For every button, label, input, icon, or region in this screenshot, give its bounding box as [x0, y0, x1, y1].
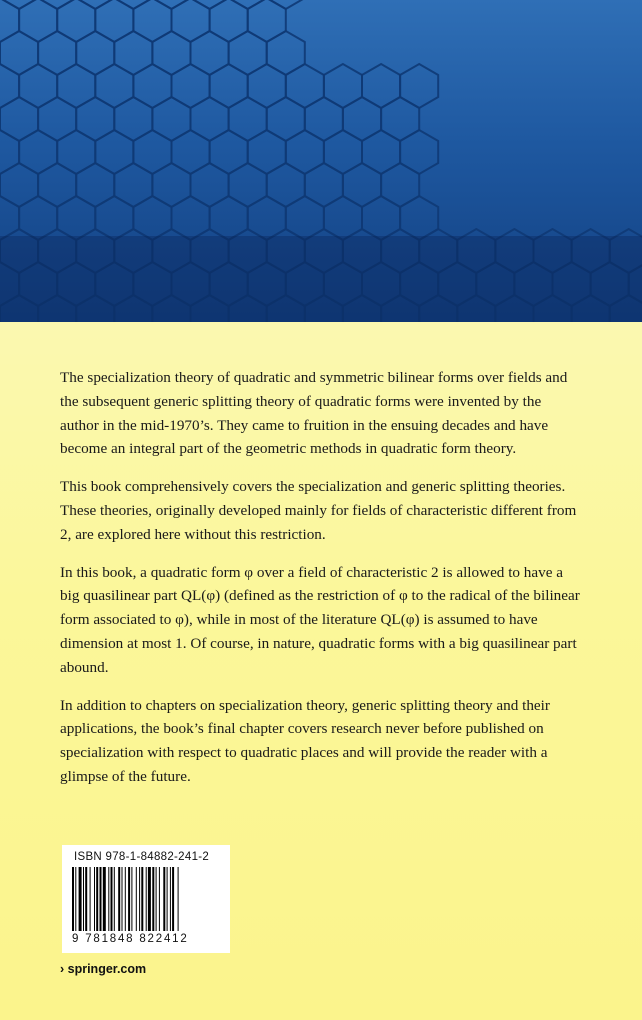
barcode-bar: [108, 867, 109, 931]
blurb-paragraph-4: In addition to chapters on specialization theory, generic splitting theory and their applications, the book’s final chapter covers research never before published on specialization with respect to quadratic places and will provide the reader with a glimpse of the future.: [60, 696, 550, 785]
isbn-label: ISBN 978-1-84882-241-2: [74, 851, 210, 863]
barcode-bar: [178, 867, 179, 931]
barcode-bar: [167, 867, 168, 931]
barcode-bar: [131, 867, 132, 931]
barcode-bar: [100, 867, 102, 931]
blurb-paragraph-1: The specialization theory of quadratic and symmetric bilinear forms over fields and the subsequent generic splitting theory of quadratic forms were invented by the author in the mid-1970’s. They came to fruition in the ensuing decades and have become an integral part of the geometric methods in quadratic form theory.: [60, 369, 568, 458]
blurb-paragraph-2: This book comprehensively covers the specialization and generic splitting theories. These theories, originally developed mainly for fields of characteristic different from 2, are explored here without this restriction.: [60, 478, 577, 543]
isbn-barcode: [62, 845, 230, 953]
barcode-bar: [72, 867, 74, 931]
back-cover-blurb: [60, 366, 580, 803]
barcode-bar: [103, 867, 106, 931]
barcode-bars: [72, 867, 222, 931]
barcode-bar: [172, 867, 174, 931]
barcode-bar: [111, 867, 113, 931]
barcode-bar: [163, 867, 165, 931]
barcode-bar: [170, 867, 171, 931]
barcode-bar: [128, 867, 130, 931]
barcode-bar: [96, 867, 98, 931]
hexagon-cell: [210, 0, 248, 42]
barcode-bar: [141, 867, 143, 931]
barcode-bar: [125, 867, 126, 931]
barcode-bar: [83, 867, 84, 931]
barcode-bar: [146, 867, 147, 931]
barcode-bar: [114, 867, 115, 931]
hexagon-cell: [95, 0, 133, 42]
barcode-bar: [94, 867, 95, 931]
hexagon-cell: [57, 0, 95, 42]
barcode-bar: [118, 867, 120, 931]
hexagon-cell: [172, 0, 210, 42]
barcode-bar: [122, 867, 123, 931]
hexagon-cell: [133, 0, 171, 42]
barcode-bar: [136, 867, 137, 931]
hexagon-cell: [248, 0, 286, 42]
barcode-bar: [152, 867, 154, 931]
barcode-bar: [139, 867, 140, 931]
barcode-bar: [156, 867, 157, 931]
barcode-bar: [159, 867, 160, 931]
hexagon-cell: [19, 0, 57, 42]
blurb-paragraph-3: In this book, a quadratic form φ over a field of characteristic 2 is allowed to have a big quasilinear part QL(φ) (defined as the restriction of φ to the radical of the bilinear form associated to φ), while in most of the literature QL(φ) is assumed to have dimension at most 1. Of course, in nature, quadratic forms with a big quasilinear part abound.: [60, 563, 580, 676]
barcode-bar: [85, 867, 87, 931]
cover-header-pattern: [0, 0, 642, 322]
header-dark-band: [0, 236, 642, 322]
barcode-digits: 9 781848 822412: [72, 933, 189, 945]
barcode-bar: [75, 867, 76, 931]
barcode-bar: [79, 867, 82, 931]
springer-link[interactable]: › springer.com: [60, 962, 147, 976]
barcode-bar: [90, 867, 91, 931]
barcode-bar: [148, 867, 151, 931]
